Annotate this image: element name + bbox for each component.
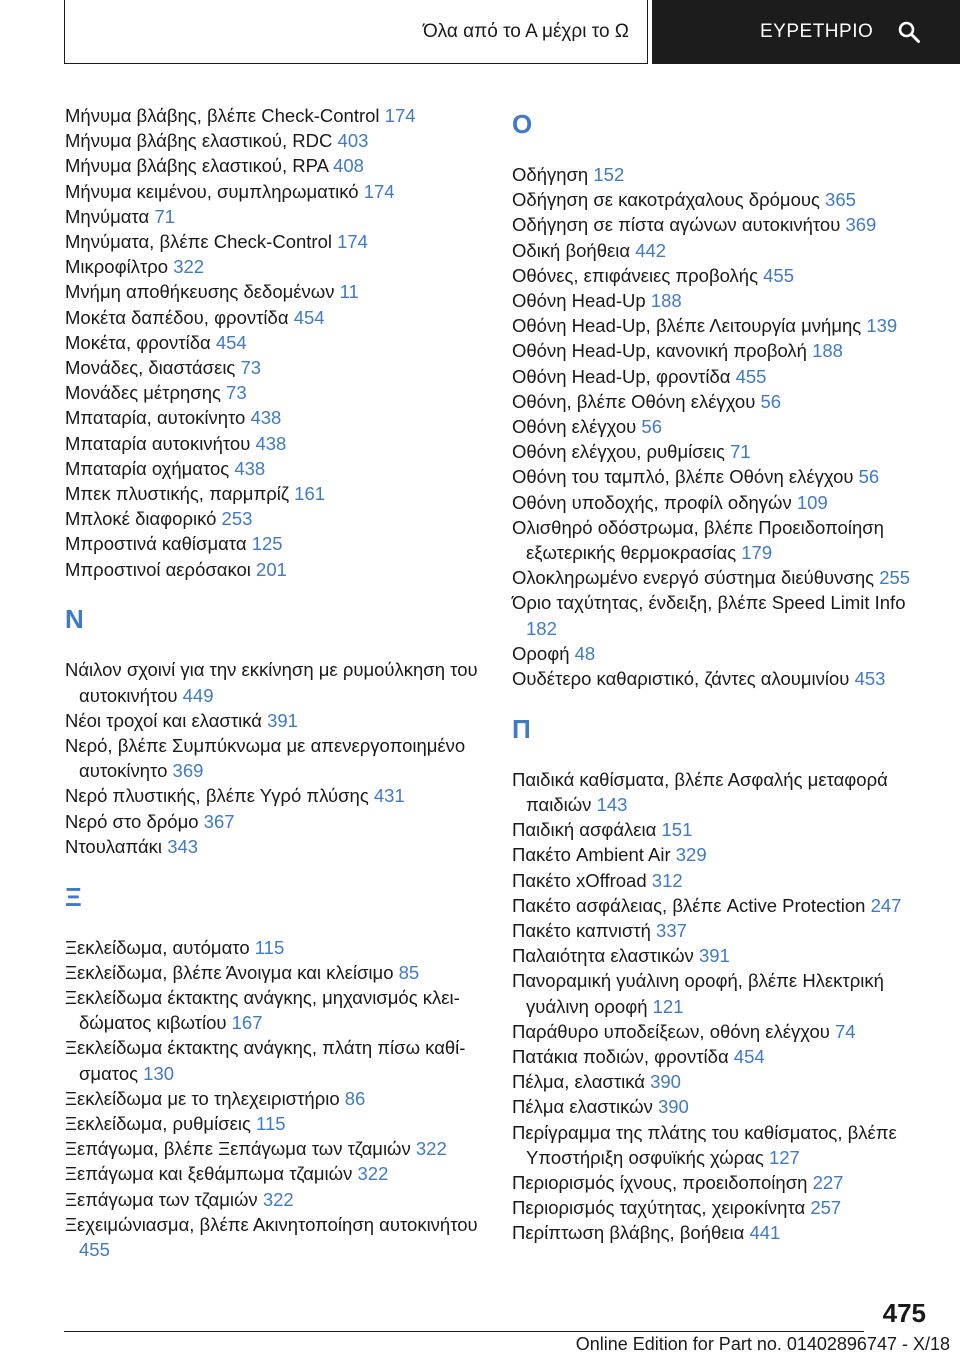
index-entry: [65, 809, 485, 834]
index-entry-term: Μήνυμα κειμένου, συμπληρωματικό: [65, 180, 359, 202]
index-entry: [65, 481, 485, 506]
index-entry-term: Παράθυρο υποδείξεων, οθόνη ελέγχου: [512, 1020, 830, 1042]
index-entry-term: Μπαταρία οχήματος: [65, 457, 230, 479]
index-entry-term: Οθόνη Head-Up, φροντίδα: [512, 365, 731, 387]
index-entry-term: Νερό πλυστικής, βλέπε Υγρό πλύσης: [65, 785, 369, 807]
index-entry: [65, 1086, 485, 1111]
index-entry-page-link[interactable]: 449: [182, 684, 214, 706]
index-entry-term: Μπλοκέ διαφορικό: [65, 508, 217, 530]
index-entry: [512, 893, 932, 918]
index-entry-page-link[interactable]: 130: [143, 1062, 175, 1084]
index-entry-term: Ξεπάγωμα των τζαμιών: [65, 1188, 258, 1210]
index-entry: [512, 338, 932, 363]
index-entry-term: Μοκέτα, φροντίδα: [65, 331, 211, 353]
index-letter-heading: Ο: [512, 109, 533, 139]
index-entry-page-link[interactable]: 115: [256, 1113, 286, 1135]
index-entry-term: Νερό στο δρόμο: [65, 810, 199, 832]
index-entry-term: Ξεκλείδωμα, ρυθμίσεις: [65, 1113, 251, 1135]
index-entry-term: Οθόνη του ταμπλό, βλέπε Οθόνη ελέγχου: [512, 466, 854, 488]
index-entry: [512, 1019, 932, 1044]
index-entry-term: Οθόνη υποδοχής, προφίλ οδηγών: [512, 491, 792, 513]
index-entry-page-link[interactable]: 391: [698, 945, 730, 967]
index-entry-page-link[interactable]: 73: [226, 382, 247, 404]
index-entry-page-link[interactable]: 322: [357, 1163, 389, 1185]
index-entry-page-link[interactable]: 438: [234, 457, 266, 479]
index-entry: [65, 708, 485, 733]
index-entry-term: Μονάδες, διαστάσεις: [65, 357, 236, 379]
index-entry-page-link[interactable]: 127: [768, 1146, 800, 1168]
index-entry-page-link[interactable]: 408: [333, 155, 364, 177]
index-entry-term: Παιδικά καθίσματα, βλέπε Ασφαλής μεταφορά παιδιών: [512, 768, 888, 816]
index-entry-term: Ξεκλείδωμα με το τηλεχειριστήριο: [65, 1087, 340, 1109]
index-entry-page-link[interactable]: 453: [854, 668, 886, 690]
index-entry-term: Μοκέτα δαπέδου, φροντίδα: [65, 306, 289, 328]
index-entry: [65, 935, 485, 960]
index-entry-page-link[interactable]: 455: [735, 365, 767, 387]
index-entry-term: Μπεκ πλυστικής, παρμπρίζ: [65, 483, 290, 505]
index-entry-page-link[interactable]: 365: [825, 189, 856, 211]
index-entry-term: Ολισθηρό οδόστρωμα, βλέπε Προειδοποίηση εξωτερικής θερμοκρασίας: [512, 516, 884, 564]
index-entry: [512, 238, 932, 263]
index-entry: [512, 767, 932, 817]
index-entry-page-link[interactable]: 73: [240, 357, 262, 379]
index-entry-term: Πατάκια ποδιών, φροντίδα: [512, 1046, 729, 1068]
index-entry-term: Ξεπάγωμα και ξεθάμπωμα τζαμιών: [65, 1163, 353, 1185]
index-entry-page-link[interactable]: 454: [293, 306, 325, 328]
index-entry-page-link[interactable]: 167: [231, 1012, 263, 1034]
index-entry-page-link[interactable]: 322: [262, 1188, 294, 1210]
index-entry-term: Μήνυμα βλάβης, βλέπε Check-Control: [65, 105, 380, 126]
index-entry-page-link[interactable]: 403: [337, 130, 369, 152]
index-entry: [65, 1111, 485, 1136]
index-entry: [65, 204, 485, 229]
index-entry: [65, 179, 485, 204]
index-column-left: [65, 103, 485, 1262]
index-entry: [65, 431, 485, 456]
index-entry-page-link[interactable]: 139: [866, 315, 898, 337]
index-entry-page-link[interactable]: 121: [652, 995, 684, 1017]
index-entry: [65, 783, 485, 808]
index-entry-page-link[interactable]: 86: [344, 1087, 366, 1109]
index-entry: [65, 960, 485, 985]
index-entry: [65, 657, 485, 707]
index-entry-page-link[interactable]: 143: [596, 794, 628, 816]
index-entry-term: Οθόνη Head-Up: [512, 290, 646, 311]
index-entry-page-link[interactable]: 201: [256, 558, 287, 580]
index-entry: [512, 490, 932, 515]
index-entry-page-link[interactable]: 48: [574, 642, 596, 664]
index-entry: [512, 162, 932, 187]
index-entry-term: Νάιλον σχοινί για την εκκίνηση με ρυμούλκηση του αυτοκινήτου: [65, 659, 478, 706]
index-entry-term: Οροφή: [512, 642, 570, 664]
index-entry-page-link[interactable]: 322: [173, 256, 205, 278]
index-entry: [65, 254, 485, 279]
index-entry: [65, 103, 485, 128]
index-entry-term: Μπροστινοί αερόσακοι: [65, 558, 251, 580]
index-entry: [512, 187, 932, 212]
index-entry: [512, 288, 932, 313]
index-entry-term: Μπαταρία, αυτοκίνητο: [65, 407, 246, 429]
index-entry-page-link[interactable]: 390: [657, 1096, 689, 1118]
index-entry-page-link[interactable]: 438: [255, 432, 287, 454]
index-entry-page-link[interactable]: 369: [845, 214, 877, 236]
index-entry-term: Οθόνη ελέγχου, ρυθμίσεις: [512, 441, 725, 463]
index-entry-page-link[interactable]: 188: [812, 340, 843, 362]
index-entry-page-link[interactable]: 438: [250, 407, 282, 429]
index-entry-page-link[interactable]: 312: [651, 869, 683, 891]
index-entry-page-link[interactable]: 115: [254, 936, 285, 958]
index-entry: [512, 943, 932, 968]
index-entry-page-link[interactable]: 71: [730, 441, 751, 463]
index-entry-page-link[interactable]: 441: [749, 1222, 781, 1244]
index-entry: [65, 279, 485, 304]
index-entry-term: Μηνύματα, βλέπε Check-Control: [65, 231, 332, 253]
index-entry-term: Μήνυμα βλάβης ελαστικού, RPA: [65, 155, 328, 177]
index-entry-page-link[interactable]: 109: [796, 491, 828, 513]
index-entry: [512, 817, 932, 842]
index-entry: [512, 313, 932, 338]
header-range-box: [64, 0, 648, 64]
index-entry-term: Οθόνη ελέγχου: [512, 416, 637, 438]
index-entry: [65, 985, 485, 1035]
index-entry-term: Ξεπάγωμα, βλέπε Ξεπάγωμα των τζαμιών: [65, 1138, 411, 1160]
index-entry: [512, 1120, 932, 1170]
index-entry-term: Μπροστινά καθίσματα: [65, 533, 247, 555]
index-entry: [65, 128, 485, 153]
index-entry-page-link[interactable]: 337: [656, 920, 687, 942]
index-entry-term: Μνήμη αποθήκευσης δεδομένων: [65, 281, 335, 303]
index-entry-page-link[interactable]: 390: [650, 1071, 681, 1093]
index-entry-page-link[interactable]: 454: [215, 331, 247, 353]
index-entry: [512, 263, 932, 288]
index-entry-term: Όριο ταχύτητας, ένδειξη, βλέπε Speed Limit Info: [512, 592, 906, 614]
index-entry: [65, 1035, 485, 1085]
index-entry: [65, 834, 485, 859]
index-entry-page-link[interactable]: 255: [879, 567, 911, 589]
index-entry: [512, 1069, 932, 1094]
index-entry-page-link[interactable]: 56: [760, 390, 782, 412]
index-entry: [512, 439, 932, 464]
index-entry: [512, 968, 932, 1018]
index-entry-term: Παιδική ασφάλεια: [512, 819, 657, 841]
index-entry: [512, 641, 932, 666]
index-entry-term: Ξεκλείδωμα έκτακτης ανάγκης, πλάτη πίσω καθίσματος: [65, 1037, 466, 1084]
index-entry: [65, 229, 485, 254]
index-entry-term: Περίγραμμα της πλάτης του καθίσματος, βλέπε Υποστήριξη οσφυϊκής χώρας: [512, 1121, 897, 1168]
index-entry: [512, 590, 932, 640]
index-entry: [65, 330, 485, 355]
index-entry-page-link[interactable]: 391: [267, 709, 298, 731]
footer-divider: [64, 1331, 864, 1332]
index-entry-term: Ξεκλείδωμα, αυτόματο: [65, 936, 250, 958]
index-entry-page-link[interactable]: 329: [675, 844, 707, 866]
index-entry: [65, 506, 485, 531]
search-icon[interactable]: [897, 20, 921, 44]
index-entry-term: Οδήγηση: [512, 163, 589, 185]
index-entry-page-link[interactable]: 174: [384, 105, 416, 126]
index-entry-page-link[interactable]: 179: [741, 542, 773, 564]
index-entry-term: Νερό, βλέπε Συμπύκνωμα με απενεργοποιημένο αυτοκίνητο: [65, 735, 466, 782]
index-entry: [65, 1212, 485, 1262]
index-entry: [512, 918, 932, 943]
index-entry-term: Πανοραμική γυάλινη οροφή, βλέπε Ηλεκτρική γυάλινη οροφή: [512, 970, 884, 1017]
index-entry-page-link[interactable]: 11: [339, 281, 359, 303]
index-entry: [512, 1220, 932, 1245]
index-letter-heading: Π: [512, 713, 531, 744]
index-entry-page-link[interactable]: 367: [203, 810, 235, 832]
index-entry-term: Οδήγηση σε πίστα αγώνων αυτοκινήτου: [512, 214, 841, 236]
index-entry: [65, 557, 485, 582]
index-entry-term: Μπαταρία αυτοκινήτου: [65, 432, 251, 454]
index-entry-term: Μονάδες μέτρησης: [65, 382, 221, 404]
index-entry: [65, 456, 485, 481]
index-entry-page-link[interactable]: 56: [858, 466, 880, 488]
index-entry-page-link[interactable]: 174: [363, 180, 395, 202]
header-range-title: Όλα από το Α μέχρι το Ω: [422, 20, 629, 42]
index-letter-heading: Ξ: [65, 881, 82, 912]
index-entry-page-link[interactable]: 227: [812, 1172, 844, 1194]
index-entry: [65, 305, 485, 330]
index-entry: [512, 414, 932, 439]
index-entry-term: Ουδέτερο καθαριστικό, ζάντες αλουμινίου: [512, 668, 850, 690]
page-number: 475: [882, 1298, 926, 1328]
index-entry-term: Μηνύματα: [65, 205, 150, 227]
index-entry: [512, 666, 932, 691]
index-entry-page-link[interactable]: 151: [661, 819, 693, 841]
index-entry-term: Οθόνη, βλέπε Οθόνη ελέγχου: [512, 390, 756, 412]
index-entry: [65, 153, 485, 178]
index-entry-page-link[interactable]: 431: [373, 785, 405, 807]
index-entry-page-link[interactable]: 161: [294, 483, 326, 505]
index-entry: [512, 1195, 932, 1220]
index-entry-term: Ξεχειμώνιασμα, βλέπε Ακινητοποίηση αυτοκινήτου: [65, 1213, 478, 1235]
index-entry: [512, 1170, 932, 1195]
index-entry: [65, 355, 485, 380]
index-entry-term: Ξεκλείδωμα, βλέπε Άνοιγμα και κλείσιμο: [65, 961, 394, 983]
index-entry: [512, 565, 932, 590]
index-entry-page-link[interactable]: 369: [172, 760, 204, 782]
header-section-tab[interactable]: [652, 0, 960, 64]
index-entry-page-link[interactable]: 56: [641, 416, 662, 438]
index-entry-term: Πέλμα, ελαστικά: [512, 1071, 645, 1093]
index-entry-page-link[interactable]: 174: [337, 231, 368, 253]
index-entry-page-link[interactable]: 454: [733, 1046, 765, 1068]
index-entry-term: Πακέτο Ambient Air: [512, 844, 671, 866]
index-entry-term: Ντουλαπάκι: [65, 835, 163, 857]
index-entry-term: Οθόνη Head-Up, κανονική προβολή: [512, 340, 807, 362]
index-entry-page-link[interactable]: 442: [635, 239, 667, 261]
index-entry: [512, 842, 932, 867]
index-letter-heading: Ν: [65, 604, 84, 635]
index-entry: [65, 531, 485, 556]
header-section-title: ΕΥΡΕΤΗΡΙΟ: [760, 21, 874, 42]
index-entry-page-link[interactable]: 455: [79, 1239, 110, 1261]
index-entry: [512, 389, 932, 414]
index-entry-page-link[interactable]: 257: [810, 1197, 842, 1219]
index-entry-term: Οδήγηση σε κακοτράχαλους δρόμους: [512, 189, 820, 211]
index-entry-page-link[interactable]: 125: [251, 533, 283, 555]
index-entry-term: Περίπτωση βλάβης, βοήθεια: [512, 1222, 745, 1244]
index-entry: [512, 212, 932, 237]
index-entry: [65, 405, 485, 430]
index-column-right: [512, 103, 932, 1246]
index-entry-term: Περιορισμός ταχύτητας, χειροκίνητα: [512, 1197, 806, 1219]
index-entry-term: Ξεκλείδωμα έκτακτης ανάγκης, μηχανισμός κλειδώματος κιβωτίου: [65, 987, 460, 1034]
index-entry: [65, 733, 485, 783]
index-entry-page-link[interactable]: 188: [650, 290, 682, 311]
index-entry-term: Μικροφίλτρο: [65, 256, 169, 278]
index-entry-term: Μήνυμα βλάβης ελαστικού, RDC: [65, 130, 333, 152]
index-entry-page-link[interactable]: 322: [415, 1138, 447, 1160]
index-entry: [512, 464, 932, 489]
index-entry-term: Οθόνες, επιφάνειες προβολής: [512, 264, 758, 286]
index-entry-page-link[interactable]: 253: [221, 508, 253, 530]
footer-edition: Online Edition for Part no. 01402896747 - X/18: [575, 1334, 950, 1354]
index-entry: [65, 1187, 485, 1212]
index-entry-term: Νέοι τροχοί και ελαστικά: [65, 709, 262, 731]
index-entry-term: Οδική βοήθεια: [512, 239, 631, 261]
index-entry-page-link[interactable]: 71: [154, 205, 175, 227]
index-entry-term: Ολοκληρωμένο ενεργό σύστημα διεύθυνσης: [512, 567, 875, 589]
index-entry: [65, 1136, 485, 1161]
index-entry: [65, 380, 485, 405]
index-entry-term: Πακέτο καπνιστή: [512, 920, 651, 942]
index-entry-term: Πέλμα ελαστικών: [512, 1096, 653, 1118]
index-entry: [512, 868, 932, 893]
index-entry: [512, 364, 932, 389]
index-entry-page-link[interactable]: 85: [398, 961, 420, 983]
index-entry-term: Πακέτο ασφάλειας, βλέπε Active Protection: [512, 894, 866, 916]
index-entry-page-link[interactable]: 182: [526, 617, 557, 639]
index-entry-term: Περιορισμός ίχνους, προειδοποίηση: [512, 1172, 808, 1194]
index-entry-page-link[interactable]: 74: [835, 1020, 856, 1042]
index-entry-page-link[interactable]: 343: [167, 835, 199, 857]
index-entry: [512, 1044, 932, 1069]
index-entry: [65, 1161, 485, 1186]
index-entry-term: Πακέτο xOffroad: [512, 869, 647, 891]
index-entry-term: Οθόνη Head-Up, βλέπε Λειτουργία μνήμης: [512, 315, 862, 337]
index-entry-page-link[interactable]: 247: [870, 894, 902, 916]
index-entry-page-link[interactable]: 152: [593, 163, 625, 185]
index-entry-term: Παλαιότητα ελαστικών: [512, 945, 694, 967]
index-entry: [512, 515, 932, 565]
index-entry-page-link[interactable]: 455: [763, 264, 795, 286]
index-entry: [512, 1094, 932, 1119]
